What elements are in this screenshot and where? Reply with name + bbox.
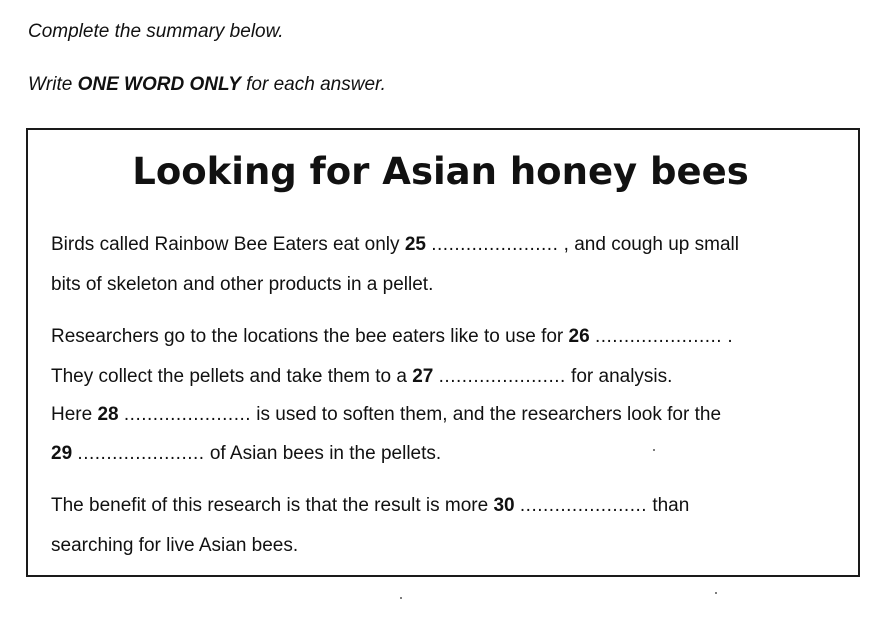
answer-blank-30[interactable]: ...................... — [519, 495, 648, 516]
scan-speck — [653, 449, 655, 451]
summary-line: searching for live Asian bees. — [51, 535, 299, 556]
summary-line — [51, 443, 441, 465]
summary-text: Birds called Rainbow Bee Eaters eat only — [51, 234, 405, 255]
instruction-text: for each answer. — [240, 74, 386, 95]
scan-speck — [715, 592, 717, 594]
question-number-26: 26 — [568, 326, 590, 347]
summary-line — [51, 404, 721, 426]
summary-line: bits of skeleton and other products in a pellet. — [51, 274, 434, 295]
answer-blank-28[interactable]: ...................... — [123, 404, 252, 425]
summary-text: for analysis. — [565, 366, 673, 387]
summary-text: , and cough up small — [558, 234, 739, 255]
question-number-29: 29 — [51, 443, 73, 464]
answer-blank-26[interactable]: ...................... — [594, 326, 723, 347]
summary-line — [51, 495, 689, 517]
summary-text: of Asian bees in the pellets. — [204, 443, 442, 464]
question-number-25: 25 — [404, 234, 426, 255]
summary-text: The benefit of this research is that the result is more — [51, 495, 494, 516]
summary-line — [51, 326, 733, 348]
question-number-30: 30 — [493, 495, 515, 516]
answer-blank-27[interactable]: ...................... — [438, 366, 566, 387]
summary-text: Researchers go to the locations the bee eaters like to use for — [51, 326, 569, 347]
summary-title: Looking for Asian honey bees — [132, 150, 749, 193]
summary-line — [51, 234, 739, 256]
instruction-line-2 — [28, 74, 386, 96]
summary-text: than — [647, 495, 690, 516]
instruction-text: Write — [28, 74, 78, 95]
answer-blank-29[interactable]: ...................... — [77, 443, 205, 464]
summary-line — [51, 366, 672, 388]
summary-text: Here — [51, 404, 98, 425]
question-number-27: 27 — [412, 366, 434, 387]
question-number-28: 28 — [97, 404, 119, 425]
answer-blank-25[interactable]: ...................... — [431, 234, 559, 255]
summary-text: They collect the pellets and take them to a — [51, 366, 413, 387]
word-limit-emphasis: ONE WORD ONLY — [77, 74, 241, 95]
summary-text: . — [722, 326, 733, 347]
instruction-line-1: Complete the summary below. — [28, 21, 284, 42]
scan-speck — [400, 597, 402, 599]
summary-text: is used to soften them, and the researchers look for the — [251, 404, 722, 425]
